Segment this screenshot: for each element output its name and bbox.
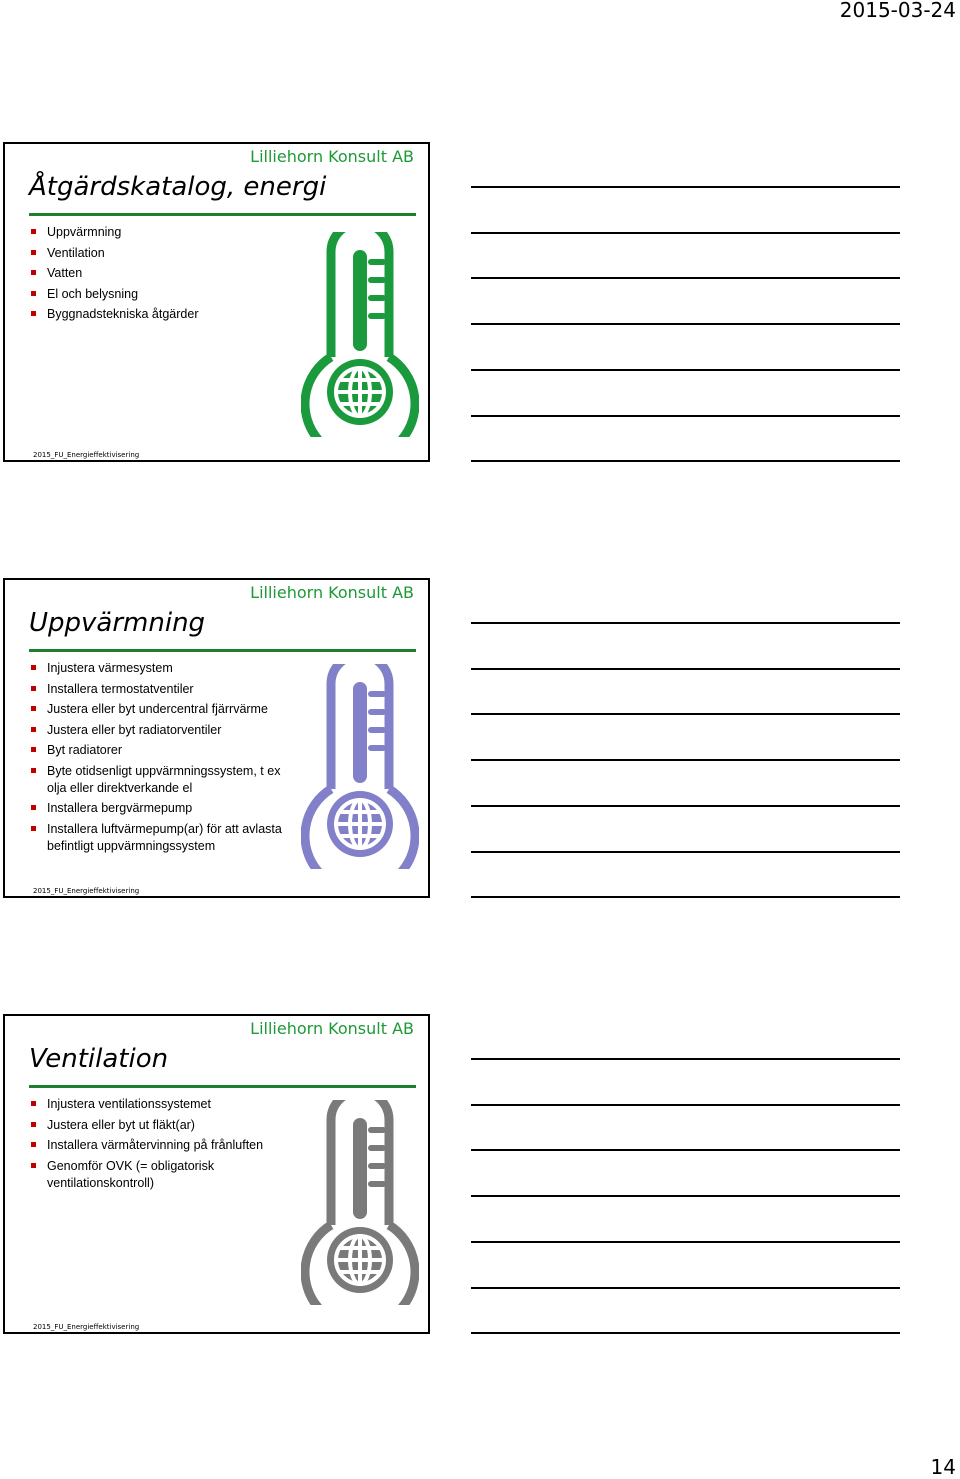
slide-footer: 2015_FU_Energieffektivisering [33,451,140,459]
note-line [471,1195,900,1197]
list-item-text: Injustera ventilationssystemet [47,1097,211,1111]
slide-3 [3,1014,430,1334]
note-line [471,186,900,188]
list-item [29,1117,299,1134]
list-item-text: Injustera värmesystem [47,661,173,675]
page-date: 2015-03-24 [839,0,956,22]
note-line [471,805,900,807]
note-line [471,323,900,325]
list-item [29,245,299,262]
slide-2 [3,578,430,898]
list-item-text: Byt radiatorer [47,743,123,757]
list-item-text: Byggnadstekniska åtgärder [47,307,199,321]
bullet-icon [31,1122,36,1127]
bullet-icon [31,826,36,831]
list-item [29,1137,299,1154]
note-line [471,851,900,853]
slide-title: Uppvärmning [29,608,206,638]
thermometer-globe-icon [301,1100,419,1305]
note-line [471,1287,900,1289]
list-item-text: Justera eller byt radiatorventiler [47,722,222,737]
list-item [29,681,299,698]
bullet-icon [31,768,36,773]
note-line [471,460,900,462]
list-item [29,722,299,739]
bullet-icon [31,1163,36,1168]
note-line [471,622,900,624]
list-item [29,821,299,855]
company-name: Lilliehorn Konsult AB [250,147,414,166]
bullet-icon [31,311,36,316]
note-line [471,1332,900,1334]
bullet-icon [31,229,36,234]
note-line [471,277,900,279]
bullet-icon [31,747,36,752]
bullet-icon [31,805,36,810]
bullet-icon [31,686,36,691]
bullet-icon [31,706,36,711]
note-line [471,1104,900,1106]
thermometer-globe-icon [301,664,419,869]
list-item-text: Ventilation [47,245,105,260]
title-divider [29,1085,416,1088]
note-line [471,1058,900,1060]
list-item [29,800,299,817]
list-item-text: Genomför OVK (= obligatorisk ventilationskontroll) [47,1158,215,1190]
note-line [471,713,900,715]
bullet-list [29,1096,299,1195]
bullet-icon [31,727,36,732]
thermometer-globe-icon [301,232,419,437]
list-item-text: Installera bergvärmepump [47,801,193,815]
bullet-list [29,224,299,327]
bullet-icon [31,1101,36,1106]
list-item [29,306,299,323]
list-item-text: Installera värmåtervinning på frånluften [47,1138,264,1152]
company-name: Lilliehorn Konsult AB [250,1019,414,1038]
list-item [29,265,299,282]
slide-title: Åtgärdskatalog, energi [29,172,327,202]
company-name: Lilliehorn Konsult AB [250,583,414,602]
list-item-text: Installera termostatventiler [47,681,194,696]
list-item [29,701,299,718]
list-item [29,763,299,797]
note-line [471,759,900,761]
list-item [29,224,299,241]
page-number: 14 [930,1455,956,1479]
note-line [471,896,900,898]
slide-footer: 2015_FU_Energieffektivisering [33,1323,140,1331]
list-item-text: Vatten [47,266,83,280]
list-item-text: Uppvärmning [47,225,122,239]
title-divider [29,649,416,652]
note-line [471,232,900,234]
list-item-text: Justera eller byt ut fläkt(ar) [47,1117,195,1132]
note-line [471,668,900,670]
note-line [471,1149,900,1151]
slide-1 [3,142,430,462]
slide-footer: 2015_FU_Energieffektivisering [33,887,140,895]
note-line [471,369,900,371]
list-item-text: Byte otidsenligt uppvärmningssystem, t ex olja eller direktverkande el [47,763,281,795]
note-line [471,1241,900,1243]
list-item [29,1096,299,1113]
title-divider [29,213,416,216]
list-item [29,286,299,303]
list-item-text: Installera luftvärmepump(ar) för att avlasta befintligt uppvärmningssystem [47,821,282,853]
list-item [29,660,299,677]
bullet-icon [31,665,36,670]
bullet-icon [31,1142,36,1147]
bullet-list [29,660,299,858]
list-item-text: Justera eller byt undercentral fjärrvärme [47,702,268,716]
bullet-icon [31,250,36,255]
list-item [29,1158,299,1192]
list-item [29,742,299,759]
bullet-icon [31,270,36,275]
bullet-icon [31,291,36,296]
note-line [471,415,900,417]
slide-title: Ventilation [29,1044,169,1074]
list-item-text: El och belysning [47,286,139,301]
